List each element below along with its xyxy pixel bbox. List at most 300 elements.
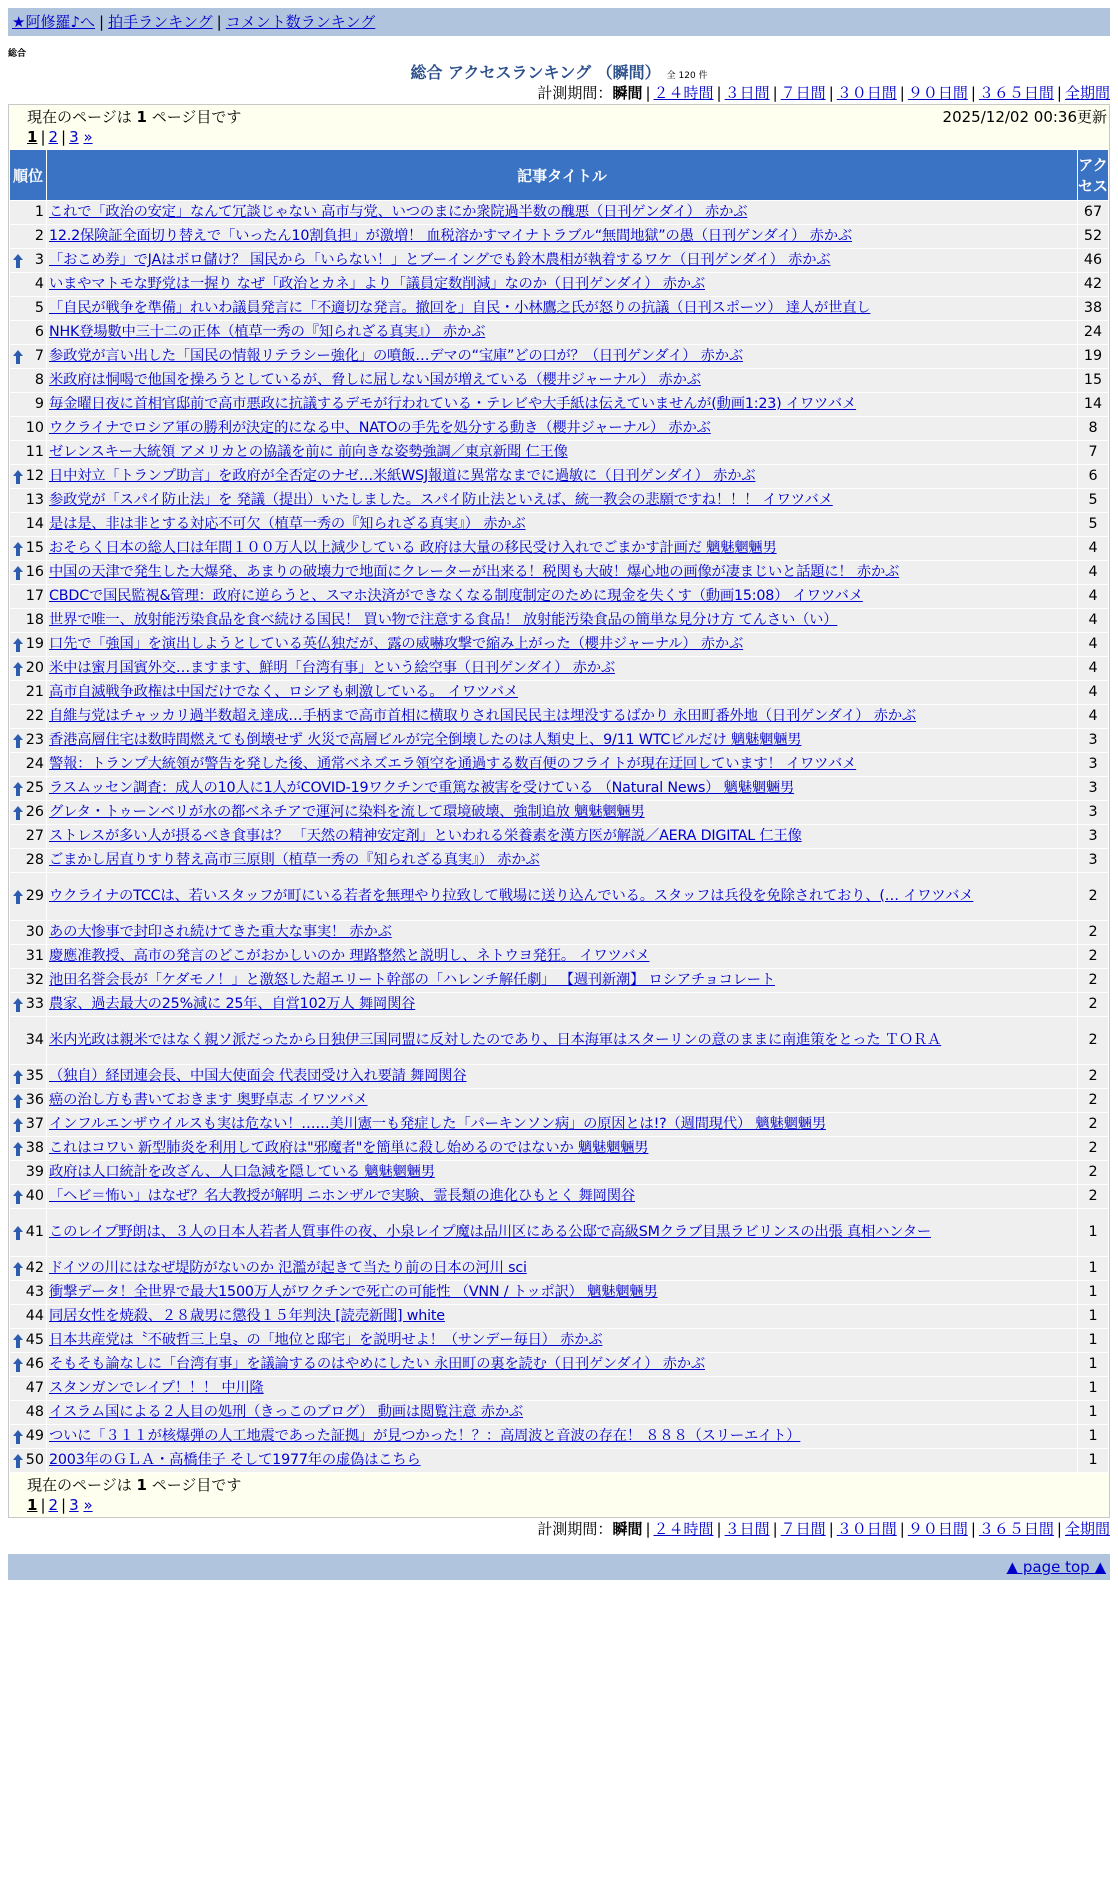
rank-up-arrow-icon: [12, 1189, 24, 1205]
rank-number: 7: [34, 348, 44, 364]
period-option-link[interactable]: ３日間: [724, 84, 770, 102]
pager-top: [9, 127, 1109, 149]
rank-cell: [10, 201, 46, 224]
rank-cell: [10, 1305, 46, 1328]
title-cell: [47, 681, 1077, 704]
article-title-link[interactable]: 香港高層住宅は数時間燃えても倒壊せず 火災で高層ビルが完全倒壊したのは人類史上、9/11 WTCビルだけ 魑魅魍魎男: [49, 732, 802, 748]
total-count: 全 120 件: [666, 71, 708, 81]
table-row: [10, 513, 1108, 536]
access-count: 3: [1078, 801, 1108, 824]
article-title-link[interactable]: 自維与党はチャッカリ過半数超え達成…手柄まで高市首相に横取りされ国民民主は埋没するばかり 永田町番外地（日刊ゲンダイ） 赤かぶ: [49, 708, 917, 724]
table-row: [10, 249, 1108, 272]
rank-up-arrow-icon: [12, 733, 24, 749]
access-count: 2: [1078, 993, 1108, 1016]
article-title-link[interactable]: 警報：トランプ大統領が警告を発した後、通常ベネズエラ領空を通過する数百便のフライトが現在迂回しています！ イワツバメ: [49, 756, 857, 772]
rank-cell: [10, 1425, 46, 1448]
article-title-link[interactable]: 高市自滅戦争政権は中国だけでなく、ロシアも刺激している。 イワツバメ: [49, 684, 518, 700]
access-count: 4: [1078, 537, 1108, 560]
rank-cell: [10, 513, 46, 536]
title-cell: [47, 513, 1077, 536]
page-title: [8, 60, 1110, 82]
table-row: [10, 537, 1108, 560]
rank-number: 17: [25, 588, 44, 604]
article-title-link[interactable]: ごまかし居直りすり替え高市三原則（植草一秀の『知られざる真実』） 赤かぶ: [49, 852, 540, 868]
period-separator: |: [645, 84, 651, 102]
title-cell: [47, 1185, 1077, 1208]
rank-number: 2: [34, 228, 44, 244]
title-cell: [47, 393, 1077, 416]
title-cell: [47, 489, 1077, 512]
title-cell: [47, 705, 1077, 728]
section-label: 総合: [8, 49, 27, 59]
title-cell: [47, 633, 1077, 656]
rank-number: 21: [25, 684, 44, 700]
title-cell: [47, 225, 1077, 248]
title-cell: [47, 1089, 1077, 1112]
table-row: [10, 345, 1108, 368]
article-title-link[interactable]: 「ヘビ＝怖い」はなぜ？名大教授が解明 ニホンザルで実験、霊長類の進化ひもとく 舞岡関谷: [49, 1188, 635, 1204]
rank-cell: [10, 1401, 46, 1424]
rank-cell: [10, 1353, 46, 1376]
rank-number: 23: [25, 732, 44, 748]
rank-up-arrow-icon: [12, 1093, 24, 1109]
title-cell: [47, 1209, 1077, 1256]
access-count: 1: [1078, 1329, 1108, 1352]
rank-number: 10: [25, 420, 44, 436]
rank-up-arrow-icon: [12, 1429, 24, 1445]
rank-up-arrow-icon: [12, 1141, 24, 1157]
table-row: [10, 1137, 1108, 1160]
table-row: [10, 825, 1108, 848]
title-cell: [47, 729, 1077, 752]
table-row: [10, 873, 1108, 920]
rank-number: 16: [25, 564, 44, 580]
access-count: 2: [1078, 945, 1108, 968]
article-title-link[interactable]: 世界で唯一、放射能汚染食品を食べ続ける国民！ 買い物で注意する食品！ 放射能汚染食品の簡単な見分け方 てんさい（い）: [49, 612, 838, 628]
article-title-link[interactable]: CBDCで国民監視&管理：政府に逆らうと、スマホ決済ができなくなる制度制定のために現金を失くす（動画15:08） イワツバメ: [49, 588, 863, 604]
article-title-link[interactable]: ラスムッセン調査：成人の10人に1人がCOVID-19ワクチンで重篤な被害を受けている （Natural News） 魑魅魍魎男: [49, 780, 795, 796]
access-count: 1: [1078, 1353, 1108, 1376]
rank-number: 20: [25, 660, 44, 676]
nav-separator: |: [99, 13, 105, 31]
period-separator: |: [828, 1520, 834, 1538]
table-row: [10, 1185, 1108, 1208]
rank-cell: [10, 1281, 46, 1304]
rank-number: 11: [25, 444, 44, 460]
rank-cell: [10, 321, 46, 344]
access-count: 1: [1078, 1257, 1108, 1280]
rank-cell: [10, 369, 46, 392]
article-title-link[interactable]: 日本共産党は〝不破哲三上皇〟の「地位と邸宅」を説明せよ！（サンデー毎日） 赤かぶ: [49, 1332, 603, 1348]
rank-up-arrow-icon: [12, 781, 24, 797]
article-title-link[interactable]: これで「政治の安定」なんて冗談じゃない 高市与党、いつのまにか衆院過半数の醜悪（日刊ゲンダイ） 赤かぶ: [49, 204, 748, 220]
rank-number: 45: [25, 1332, 44, 1348]
rank-up-arrow-icon: [12, 637, 24, 653]
rank-up-arrow-icon: [12, 889, 24, 905]
article-title-link[interactable]: 米政府は恫喝で他国を操ろうとしているが、脅しに屈しない国が増えている（櫻井ジャーナル） 赤かぶ: [49, 372, 701, 388]
article-title-link[interactable]: 口先で「強国」を演出しようとしている英仏独だが、露の威嚇攻撃で縮み上がった（櫻井ジャーナル） 赤かぶ: [49, 636, 744, 652]
table-row: [10, 729, 1108, 752]
period-option-link[interactable]: ３０日間: [836, 1520, 897, 1538]
title-cell: [47, 609, 1077, 632]
pager-page-link[interactable]: 2: [48, 1496, 59, 1514]
page-info: 現在のページは 1 ページ目です: [27, 108, 242, 126]
rank-up-arrow-icon: [12, 1453, 24, 1469]
col-rank-header: 順位: [10, 150, 46, 200]
rank-up-arrow-icon: [12, 349, 24, 365]
table-row: [10, 609, 1108, 632]
col-access-header: アクセス: [1078, 150, 1108, 200]
access-count: 38: [1078, 297, 1108, 320]
rank-cell: [10, 945, 46, 968]
title-cell: [47, 537, 1077, 560]
comment-ranking-link[interactable]: コメント数ランキング: [225, 13, 376, 31]
rank-cell: [10, 849, 46, 872]
title-cell: [47, 1137, 1077, 1160]
rank-cell: [10, 297, 46, 320]
title-cell: [47, 441, 1077, 464]
article-title-link[interactable]: 米中は蜜月国賓外交…ますます、鮮明「台湾有事」という絵空事（日刊ゲンダイ） 赤かぶ: [49, 660, 615, 676]
table-row: [10, 1449, 1108, 1472]
rank-number: 49: [25, 1428, 44, 1444]
table-row: [10, 1425, 1108, 1448]
period-separator: |: [716, 84, 722, 102]
table-row: [10, 201, 1108, 224]
access-count: 5: [1078, 513, 1108, 536]
pager-page-link[interactable]: 2: [48, 128, 59, 146]
table-row: [10, 441, 1108, 464]
access-count: 1: [1078, 1281, 1108, 1304]
article-title-link[interactable]: ストレスが多い人が摂るべき食事は？ 「天然の精神安定剤」といわれる栄養素を漢方医が解説／AERA DIGITAL 仁王像: [49, 828, 802, 844]
period-option-link[interactable]: ３６５日間: [978, 84, 1054, 102]
period-option-link[interactable]: ７日間: [780, 84, 826, 102]
rank-cell: [10, 393, 46, 416]
rank-up-arrow-icon: [12, 1357, 24, 1373]
rank-up-arrow-icon: [12, 1261, 24, 1277]
access-count: 2: [1078, 1137, 1108, 1160]
article-title-link[interactable]: いまやマトモな野党は一握り なぜ「政治とカネ」より「議員定数削減」なのか（日刊ゲンダイ） 赤かぶ: [49, 276, 705, 292]
table-row: [10, 273, 1108, 296]
period-separator: |: [716, 1520, 722, 1538]
access-count: 42: [1078, 273, 1108, 296]
title-cell: [47, 777, 1077, 800]
pager-page-link[interactable]: 3: [69, 128, 79, 146]
title-cell: [47, 1425, 1077, 1448]
table-row: [10, 945, 1108, 968]
article-title-link[interactable]: 日中対立「トランプ助言」を政府が全否定のナゼ…米紙WSJ報道に異常なまでに過敏に（日刊ゲンダイ） 赤かぶ: [49, 468, 756, 484]
rank-number: 48: [25, 1404, 44, 1420]
rank-up-arrow-icon: [12, 805, 24, 821]
article-title-link[interactable]: おそらく日本の総人口は年間１００万人以上減少している 政府は大量の移民受け入れでごまかす計画だ 魑魅魍魎男: [49, 540, 777, 556]
rank-cell: [10, 1065, 46, 1088]
period-option-link[interactable]: ９０日間: [907, 1520, 968, 1538]
access-count: 2: [1078, 969, 1108, 992]
period-separator: |: [645, 1520, 651, 1538]
nav-separator: |: [216, 13, 222, 31]
access-count: 3: [1078, 753, 1108, 776]
article-title-link[interactable]: （独自）経団連会長、中国大使面会 代表団受け入れ要請 舞岡関谷: [49, 1068, 467, 1084]
title-cell: [47, 849, 1077, 872]
rank-cell: [10, 801, 46, 824]
table-row: [10, 465, 1108, 488]
access-count: 2: [1078, 1185, 1108, 1208]
access-count: 3: [1078, 729, 1108, 752]
period-option-link[interactable]: ７日間: [780, 1520, 826, 1538]
rank-cell: [10, 1449, 46, 1472]
rank-number: 37: [25, 1116, 44, 1132]
title-cell: [47, 921, 1077, 944]
title-cell: [47, 321, 1077, 344]
table-row: [10, 1353, 1108, 1376]
period-option-link[interactable]: ３６５日間: [978, 1520, 1054, 1538]
title-cell: [47, 1377, 1077, 1400]
article-title-link[interactable]: 中国の天津で発生した大爆発、あまりの破壊力で地面にクレーターが出来る！税関も大破！爆心地の画像が凄まじいと話題に！ 赤かぶ: [49, 564, 900, 580]
article-title-link[interactable]: ウクライナでロシア軍の勝利が決定的になる中、NATOの手先を処分する動き（櫻井ジャーナル） 赤かぶ: [49, 420, 711, 436]
period-label: 計測期間：: [537, 84, 613, 102]
rank-up-arrow-icon: [12, 469, 24, 485]
period-current: 瞬間: [612, 1520, 643, 1538]
period-option-link[interactable]: 全期間: [1064, 1520, 1110, 1538]
rank-number: 40: [25, 1188, 44, 1204]
article-title-link[interactable]: インフルエンザウイルスも実は危ない！……美川憲一も発症した「パーキンソン病」の原因とは!?（週間現代） 魑魅魍魎男: [49, 1116, 826, 1132]
article-title-link[interactable]: 政府は人口統計を改ざん、人口急減を隠している 魑魅魍魎男: [49, 1164, 435, 1180]
ranking-table: [9, 149, 1109, 1473]
rank-number: 15: [25, 540, 44, 556]
rank-number: 24: [25, 756, 44, 772]
article-title-link[interactable]: そもそも論なしに「台湾有事」を議論するのはやめにしたい 永田町の裏を読む（日刊ゲンダイ） 赤かぶ: [49, 1356, 705, 1372]
title-cell: [47, 945, 1077, 968]
rank-cell: [10, 1377, 46, 1400]
article-title-link[interactable]: スタンガンでレイプ！！！ 中川隆: [49, 1380, 264, 1396]
period-option-link[interactable]: 全期間: [1064, 84, 1110, 102]
table-row: [10, 1401, 1108, 1424]
table-row: [10, 705, 1108, 728]
rank-number: 38: [25, 1140, 44, 1156]
article-title-link[interactable]: 「自民が戦争を準備」れいわ議員発言に「不適切な発言。撤回を」自民・小林鷹之氏が怒りの抗議（日刊スポーツ） 達人が世直し: [49, 300, 871, 316]
access-count: 7: [1078, 441, 1108, 464]
access-count: 1: [1078, 1425, 1108, 1448]
pager-current-page: 1: [27, 1496, 38, 1514]
article-title-link[interactable]: ドイツの川にはなぜ堤防がないのか 氾濫が起きて当たり前の日本の河川 sci: [49, 1260, 527, 1276]
period-option-link[interactable]: ３０日間: [836, 84, 897, 102]
home-link[interactable]: ★阿修羅♪へ: [12, 13, 96, 31]
rank-cell: [10, 1257, 46, 1280]
article-title-link[interactable]: 毎金曜日夜に首相官邸前で高市悪政に抗議するデモが行われている・テレビや大手紙は伝えていませんが(動画1:23) イワツバメ: [49, 396, 857, 412]
rank-cell: [10, 609, 46, 632]
rank-up-arrow-icon: [12, 1117, 24, 1133]
rank-number: 36: [25, 1092, 44, 1108]
title-cell: [47, 1257, 1077, 1280]
article-title-link[interactable]: あの大惨事で封印され続けてきた重大な事実！ 赤かぶ: [49, 924, 392, 940]
rank-number: 28: [25, 852, 44, 868]
article-title-link[interactable]: 同居女性を焼殺、２８歳男に懲役１５年判決 [読売新聞] white: [49, 1308, 445, 1324]
rank-number: 29: [25, 888, 44, 904]
access-count: 3: [1078, 777, 1108, 800]
article-title-link[interactable]: ウクライナのTCCは、若いスタッフが町にいる若者を無理やり拉致して戦場に送り込んでいる。スタッフは兵役を免除されており、(… イワツバメ: [49, 888, 974, 904]
access-count: 19: [1078, 345, 1108, 368]
rank-number: 42: [25, 1260, 44, 1276]
access-count: 67: [1078, 201, 1108, 224]
rank-number: 22: [25, 708, 44, 724]
access-count: 4: [1078, 705, 1108, 728]
period-option-link[interactable]: ３日間: [724, 1520, 770, 1538]
title-cell: [47, 1449, 1077, 1472]
period-separator: |: [899, 1520, 905, 1538]
article-title-link[interactable]: 「おこめ券」でJAはボロ儲け？ 国民から「いらない！」とブーイングでも鈴木農相が執着するワケ（日刊ゲンダイ） 赤かぶ: [49, 252, 831, 268]
article-title-link[interactable]: 是は是、非は非とする対応不可欠（植草一秀の『知られざる真実』） 赤かぶ: [49, 516, 526, 532]
rank-number: 18: [25, 612, 44, 628]
ranking-table-body: [10, 201, 1108, 1472]
rank-cell: [10, 1137, 46, 1160]
table-row: [10, 849, 1108, 872]
pager-next-link[interactable]: »: [83, 128, 93, 146]
article-title-link[interactable]: 衝撃データ！全世界で最大1500万人がワクチンで死亡の可能性 （VNN / トッポ訳） 魑魅魍魎男: [49, 1284, 658, 1300]
access-count: 2: [1078, 921, 1108, 944]
rank-cell: [10, 1161, 46, 1184]
period-separator: |: [1056, 84, 1062, 102]
updated-timestamp: 2025/12/02 00:36更新: [942, 108, 1107, 126]
page-info-bottom: 現在のページは 1 ページ目です: [27, 1476, 242, 1494]
rank-cell: [10, 585, 46, 608]
title-cell: [47, 1401, 1077, 1424]
rank-number: 35: [25, 1068, 44, 1084]
table-row: [10, 561, 1108, 584]
article-title-link[interactable]: 農家、過去最大の25%減に 25年、自営102万人 舞岡関谷: [49, 996, 416, 1012]
rank-cell: [10, 465, 46, 488]
table-row: [10, 777, 1108, 800]
rank-up-arrow-icon: [12, 1225, 24, 1241]
article-title-link[interactable]: ゼレンスキー大統領 アメリカとの協議を前に 前向きな姿勢強調／東京新聞 仁王像: [49, 444, 568, 460]
access-count: 24: [1078, 321, 1108, 344]
access-count: 1: [1078, 1305, 1108, 1328]
rank-number: 6: [34, 324, 44, 340]
page-top-link[interactable]: ▲ page top ▲: [1006, 1558, 1106, 1576]
table-row: [10, 489, 1108, 512]
access-count: 2: [1078, 1065, 1108, 1088]
title-cell: [47, 1305, 1077, 1328]
title-cell: [47, 825, 1077, 848]
title-cell: [47, 1353, 1077, 1376]
period-separator: |: [1056, 1520, 1062, 1538]
table-row: [10, 369, 1108, 392]
access-count: 4: [1078, 681, 1108, 704]
title-cell: [47, 969, 1077, 992]
rank-number: 4: [34, 276, 44, 292]
table-row: [10, 801, 1108, 824]
rank-number: 1: [34, 204, 44, 220]
article-title-link[interactable]: このレイプ野朗は、３人の日本人若者人質事件の夜、小泉レイプ魔は品川区にある公邸で高級SMクラブ目黒ラビリンスの出張 真相ハンター: [49, 1224, 931, 1240]
period-label: 計測期間：: [537, 1520, 613, 1538]
article-title-link[interactable]: 池田名誉会長が「ケダモノ！」と激怒した超エリート幹部の「ハレンチ解任劇」 【週刊新潮】 ロシアチョコレート: [49, 972, 775, 988]
access-count: 3: [1078, 849, 1108, 872]
article-title-link[interactable]: 癌の治し方も書いておきます 奥野卓志 イワツバメ: [49, 1092, 368, 1108]
rank-up-arrow-icon: [12, 997, 24, 1013]
article-title-link[interactable]: ついに「３１１が核爆弾の人工地震であった証拠」が見つかった！？：高周波と音波の存在！ ８８８（スリーエイト）: [49, 1428, 801, 1444]
article-title-link[interactable]: 参政党が「スパイ防止法」を 発議（提出）いたしました。スパイ防止法といえば、統一教会の悲願ですね！！！ イワツバメ: [49, 492, 833, 508]
article-title-link[interactable]: 2003年のＧＬＡ・高橋佳子 そして1977年の虚偽はこちら: [49, 1452, 421, 1468]
access-count: 4: [1078, 657, 1108, 680]
access-count: 2: [1078, 873, 1108, 920]
article-title-link[interactable]: 米内光政は親米ではなく親ソ派だったから日独伊三国同盟に反対したのであり、日本海軍はスターリンの意のままに南進策をとった ＴＯＲＡ: [49, 1032, 942, 1048]
title-cell: [47, 345, 1077, 368]
table-row: [10, 1017, 1108, 1064]
rank-number: 14: [25, 516, 44, 532]
rank-number: 8: [34, 372, 44, 388]
rank-cell: [10, 657, 46, 680]
table-header-row: [10, 150, 1108, 200]
clap-ranking-link[interactable]: 拍手ランキング: [108, 13, 213, 31]
table-row: [10, 1161, 1108, 1184]
rank-cell: [10, 1089, 46, 1112]
title-cell: [47, 369, 1077, 392]
access-count: 3: [1078, 825, 1108, 848]
rank-number: 12: [25, 468, 44, 484]
period-separator: |: [899, 84, 905, 102]
period-option-link[interactable]: ２４時間: [653, 1520, 714, 1538]
period-option-link[interactable]: ９０日間: [907, 84, 968, 102]
rank-cell: [10, 825, 46, 848]
access-count: 2: [1078, 1113, 1108, 1136]
title-cell: [47, 1113, 1077, 1136]
article-title-link[interactable]: NHK登場數中三十二の正体（植草一秀の『知られざる真実』） 赤かぶ: [49, 324, 486, 340]
pager-current-page: 1: [27, 128, 38, 146]
table-row: [10, 1329, 1108, 1352]
rank-number: 44: [25, 1308, 44, 1324]
access-count: 5: [1078, 489, 1108, 512]
access-count: 46: [1078, 249, 1108, 272]
rank-cell: [10, 993, 46, 1016]
rank-cell: [10, 441, 46, 464]
period-selector-top: [8, 82, 1110, 104]
table-row: [10, 681, 1108, 704]
table-row: [10, 297, 1108, 320]
article-title-link[interactable]: 慶應准教授、高市の発言のどこがおかしいのか 理路整然と説明し、ネトウヨ発狂。 イワツバメ: [49, 948, 650, 964]
rank-number: 13: [25, 492, 44, 508]
rank-cell: [10, 1209, 46, 1256]
access-count: 1: [1078, 1209, 1108, 1256]
rank-cell: [10, 753, 46, 776]
title-cell: [47, 585, 1077, 608]
title-cell: [47, 465, 1077, 488]
title-cell: [47, 753, 1077, 776]
title-cell: [47, 273, 1077, 296]
rank-cell: [10, 1113, 46, 1136]
rank-cell: [10, 969, 46, 992]
table-row: [10, 633, 1108, 656]
article-title-link[interactable]: 参政党が言い出した「国民の情報リテラシー強化」の噴飯…デマの“宝庫”どの口が？（日刊ゲンダイ） 赤かぶ: [49, 348, 743, 364]
title-cell: [47, 873, 1077, 920]
article-title-link[interactable]: これはコワい 新型肺炎を利用して政府は"邪魔者"を簡単に殺し始めるのではないか 魑魅魍魎男: [49, 1140, 649, 1156]
period-option-link[interactable]: ２４時間: [653, 84, 714, 102]
access-count: 2: [1078, 1017, 1108, 1064]
access-count: 4: [1078, 609, 1108, 632]
title-cell: [47, 417, 1077, 440]
title-cell: [47, 1329, 1077, 1352]
pager-page-link[interactable]: 3: [69, 1496, 79, 1514]
rank-number: 46: [25, 1356, 44, 1372]
access-count: 2: [1078, 1161, 1108, 1184]
pager-next-link[interactable]: »: [83, 1496, 93, 1514]
ranking-box: [8, 104, 1110, 1518]
article-title-link[interactable]: イスラム国による２人目の処刑（きっこのブログ） 動画は閲覧注意 赤かぶ: [49, 1404, 524, 1420]
rank-cell: [10, 921, 46, 944]
article-title-link[interactable]: 12.2保険証全面切り替えで「いったん10割負担」が激増！ 血税溶かすマイナトラブル“無間地獄”の愚（日刊ゲンダイ） 赤かぶ: [49, 228, 852, 244]
rank-number: 25: [25, 780, 44, 796]
rank-up-arrow-icon: [12, 1333, 24, 1349]
table-row: [10, 1377, 1108, 1400]
article-title-link[interactable]: グレタ・トゥーンベリが水の都ベネチアで運河に染料を流して環境破壊、強制追放 魑魅魍魎男: [49, 804, 645, 820]
pager-separator: |: [61, 1496, 67, 1514]
